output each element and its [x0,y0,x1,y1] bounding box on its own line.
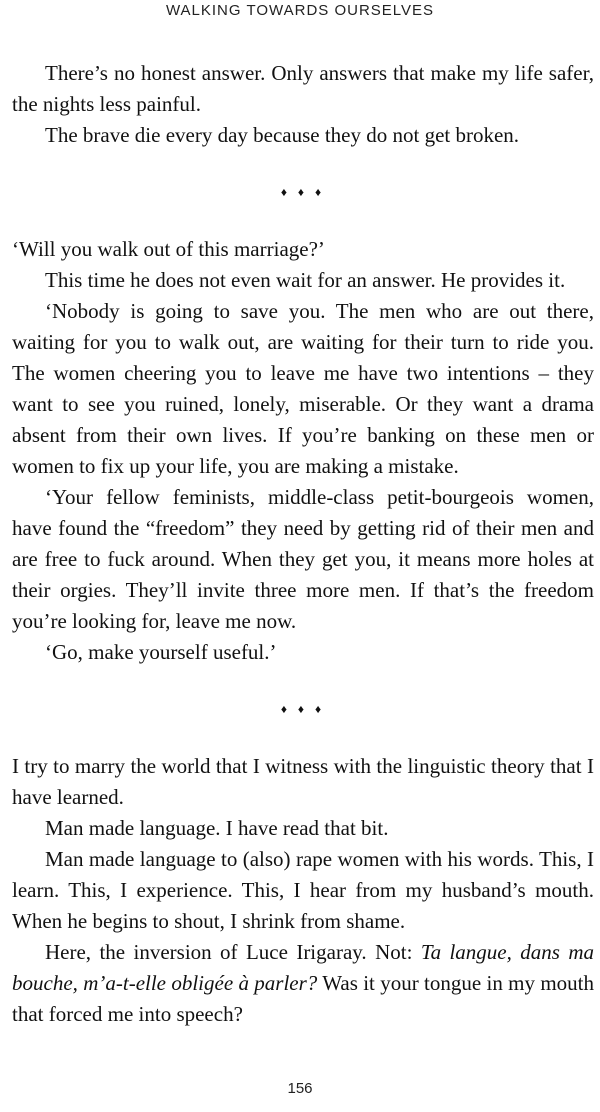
paragraph: This time he does not even wait for an answer. He provides it. [45,268,566,292]
paragraph: The brave die every day because they do not get broken. [45,123,520,147]
paragraph: Man made language to (also) rape women with his words. This, I learn. This, I experience. This, I hear from my husband’s mouth. When he begins to shout, I shrink from shame. [12,847,594,933]
paragraph: ‘Will you walk out of this marriage?’ [12,237,325,261]
paragraph: ‘Nobody is going to save you. The men who are out there, waiting for you to walk out, are waiting for their turn to ride you. The women cheering you to leave me have two intentions – they want to see you ruined, lonely, miserable. Or they want a drama absent from their own lives. If you’re banking on these men or women to fix up your life, you are making a mistake. [12,299,594,478]
body-text [12,58,594,1030]
paragraph: I try to marry the world that I witness with the linguistic theory that I have learned. [12,754,594,809]
section-break-ornament: ♦ ♦ ♦ [280,702,326,716]
irigaray-quote: Ta langue, dans ma bouche, m’a-t-elle obligée à parler? [12,940,595,995]
page-number: 156 [287,1080,313,1097]
running-head: WALKING TOWARDS OURSELVES [165,2,435,19]
paragraph: ‘Go, make yourself useful.’ [45,640,277,664]
paragraph: ‘Your fellow feminists, middle-class petit-bourgeois women, have found the “freedom” they need by getting rid of their men and are free to fuck around. When they get you, it means more holes at their orgies. They’ll invite three more men. If that’s the freedom you’re looking for, leave me now. [12,485,594,633]
irigaray-lead: Here, the inversion of Luce Irigaray. Not: [45,940,421,964]
section-break-ornament: ♦ ♦ ♦ [280,185,326,199]
paragraph: Man made language. I have read that bit. [45,816,389,840]
paragraph: There’s no honest answer. Only answers that make my life safer, the nights less painful. [12,61,594,116]
paragraph-irigaray [12,937,594,1030]
irigaray-tail: Was it your tongue in my mouth that forced me into speech? [12,971,594,1026]
